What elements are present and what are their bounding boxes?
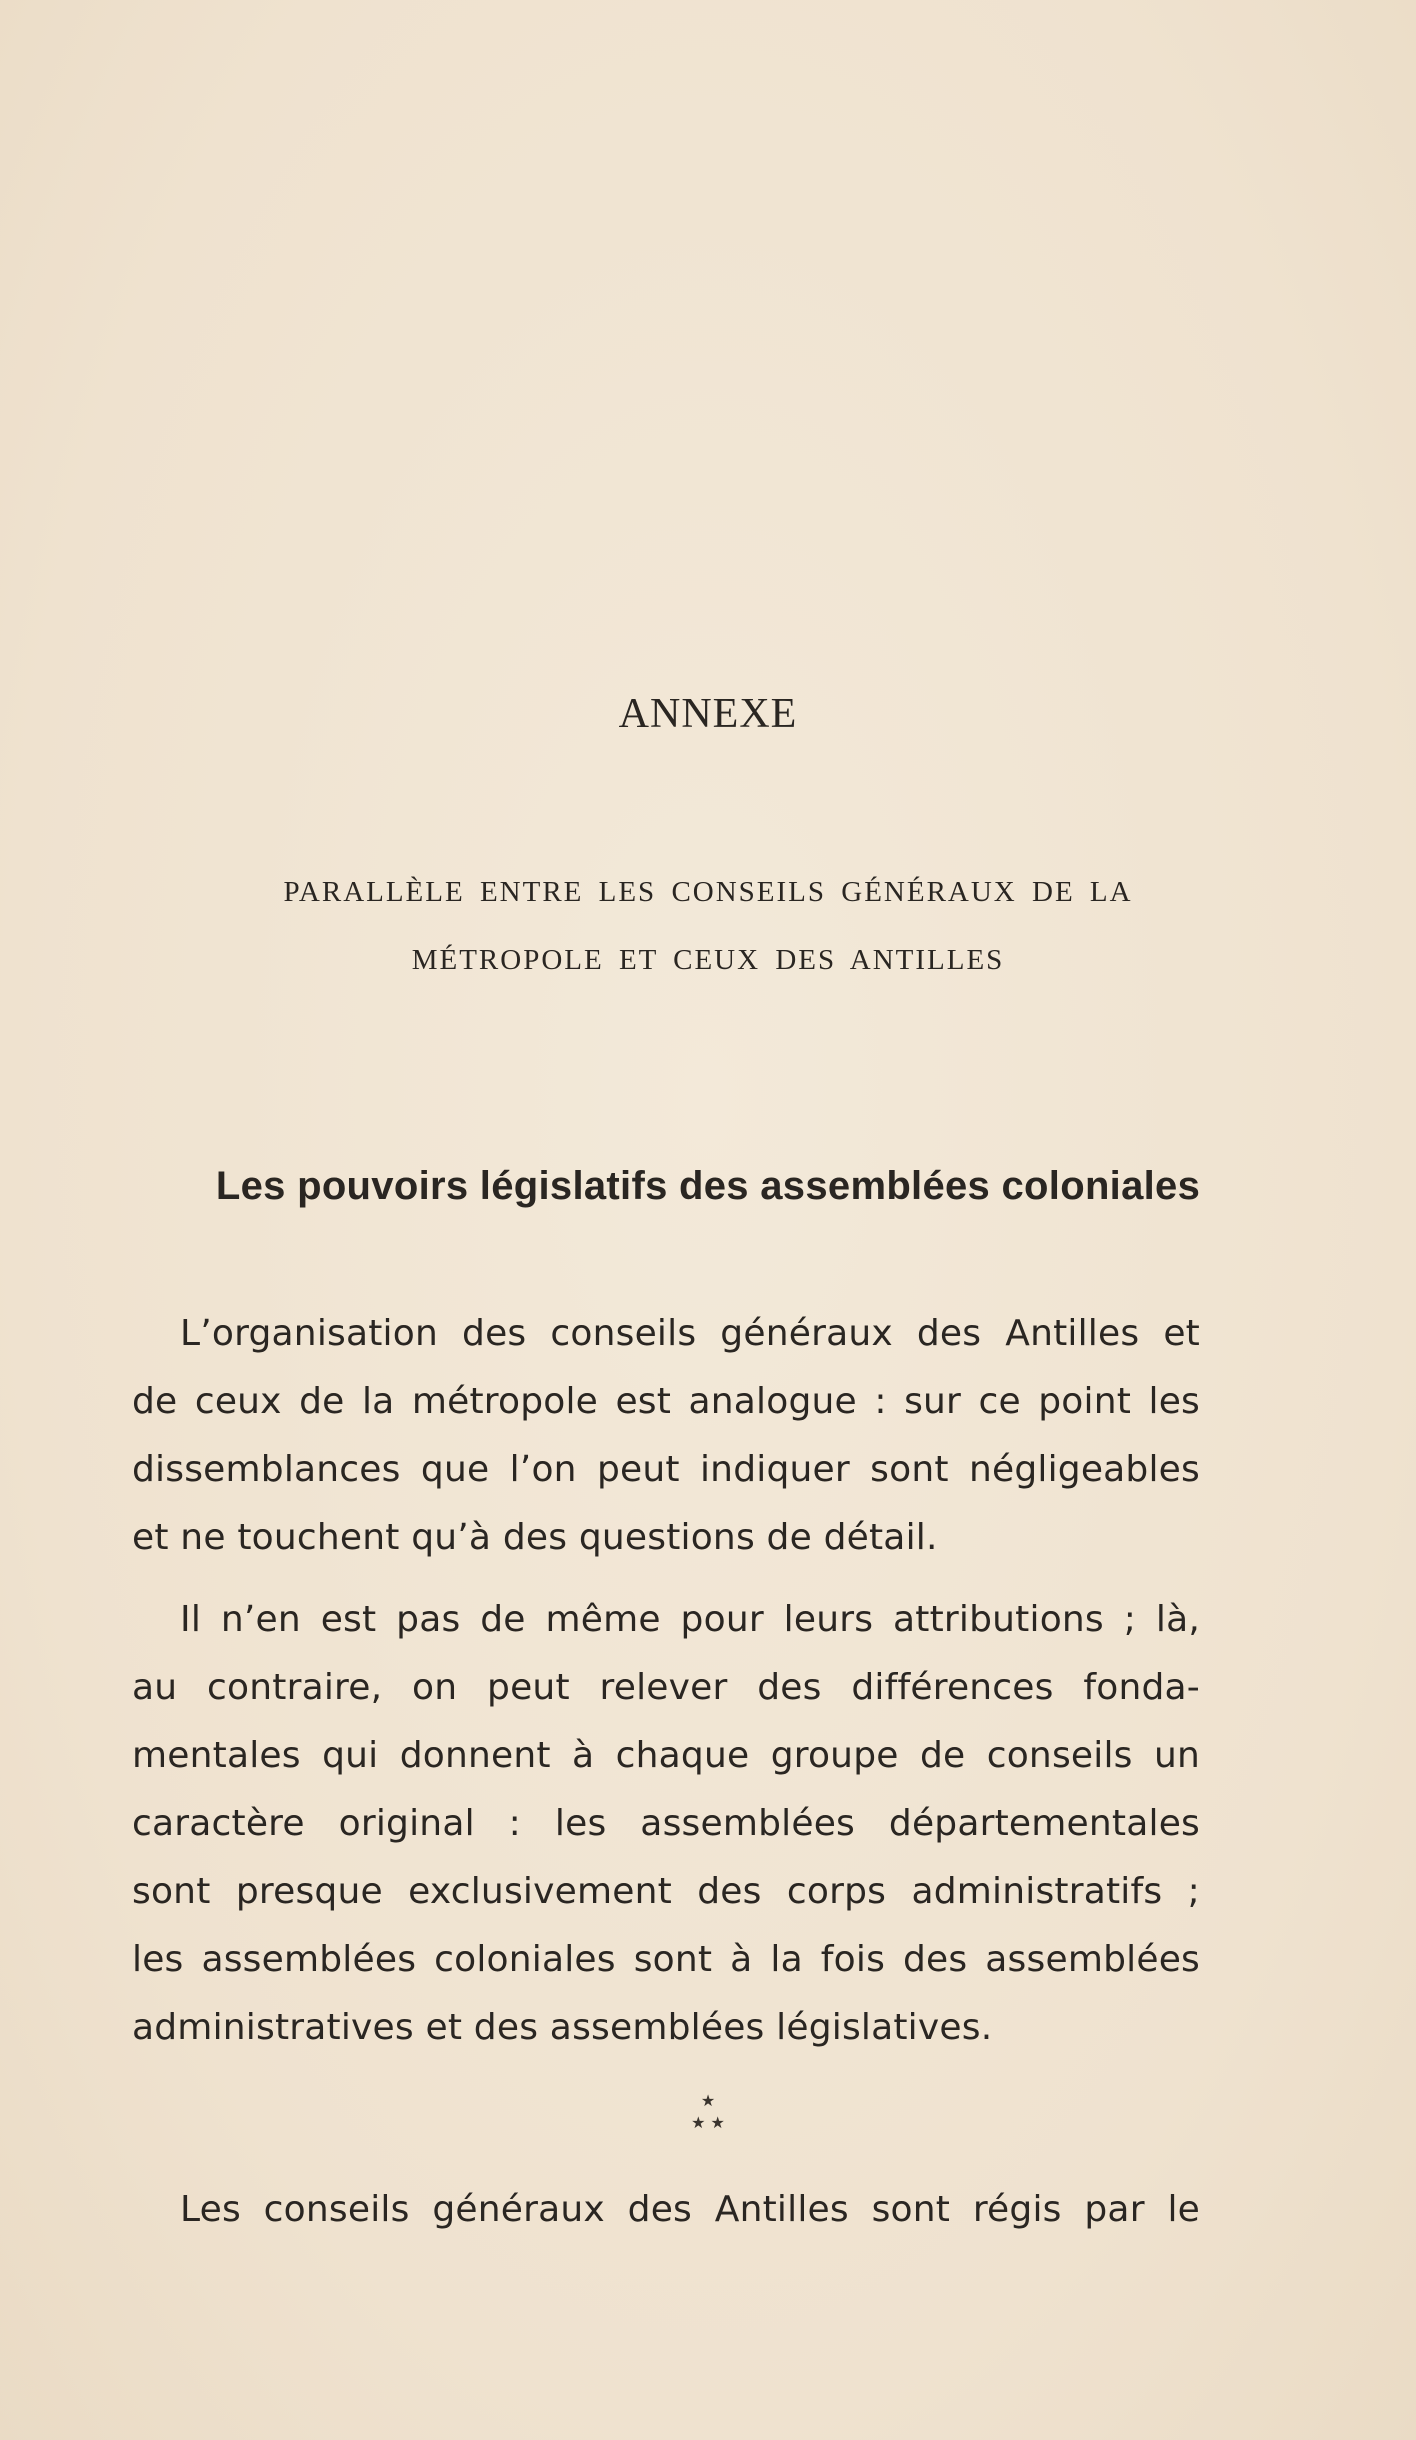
paragraph-line: dissemblances que l’on peut indiquer sont négligeables — [132, 1449, 1200, 1490]
section-heading: Les pouvoirs législatifs des assemblées coloniales — [215, 1164, 1201, 1208]
subtitle-line-2: MÉTROPOLE ET CEUX DES ANTILLES — [411, 944, 1005, 976]
subtitle-line-1: PARALLÈLE ENTRE LES CONSEILS GÉNÉRAUX DE LA — [283, 876, 1133, 908]
paragraph-line: L’organisation des conseils généraux des Antilles et — [180, 1313, 1200, 1354]
paragraph-line: Les conseils généraux des Antilles sont régis par le — [180, 2189, 1200, 2230]
paragraph-line: de ceux de la métropole est analogue : sur ce point les — [132, 1381, 1200, 1422]
paragraph-line: Il n’en est pas de même pour leurs attributions ; là, — [180, 1599, 1200, 1640]
paragraph-line: administratives et des assemblées législatives. — [132, 2007, 993, 2048]
annexe-title: ANNEXE — [618, 691, 798, 737]
separator-star-top: ★ — [700, 2091, 716, 2110]
asterism-separator — [0, 2090, 1416, 2134]
separator-stars-bottom: ★ ★ — [691, 2113, 725, 2132]
paragraph-line: caractère original : les assemblées départementales — [132, 1803, 1200, 1844]
paragraph-line: et ne touchent qu’à des questions de détail. — [132, 1517, 938, 1558]
paragraph-line: mentales qui donnent à chaque groupe de conseils un — [132, 1735, 1200, 1776]
paragraph-line: les assemblées coloniales sont à la fois des assemblées — [132, 1939, 1200, 1980]
paragraph-line: sont presque exclusivement des corps administratifs ; — [132, 1871, 1200, 1912]
paragraph-line: au contraire, on peut relever des différences fonda- — [132, 1667, 1200, 1708]
